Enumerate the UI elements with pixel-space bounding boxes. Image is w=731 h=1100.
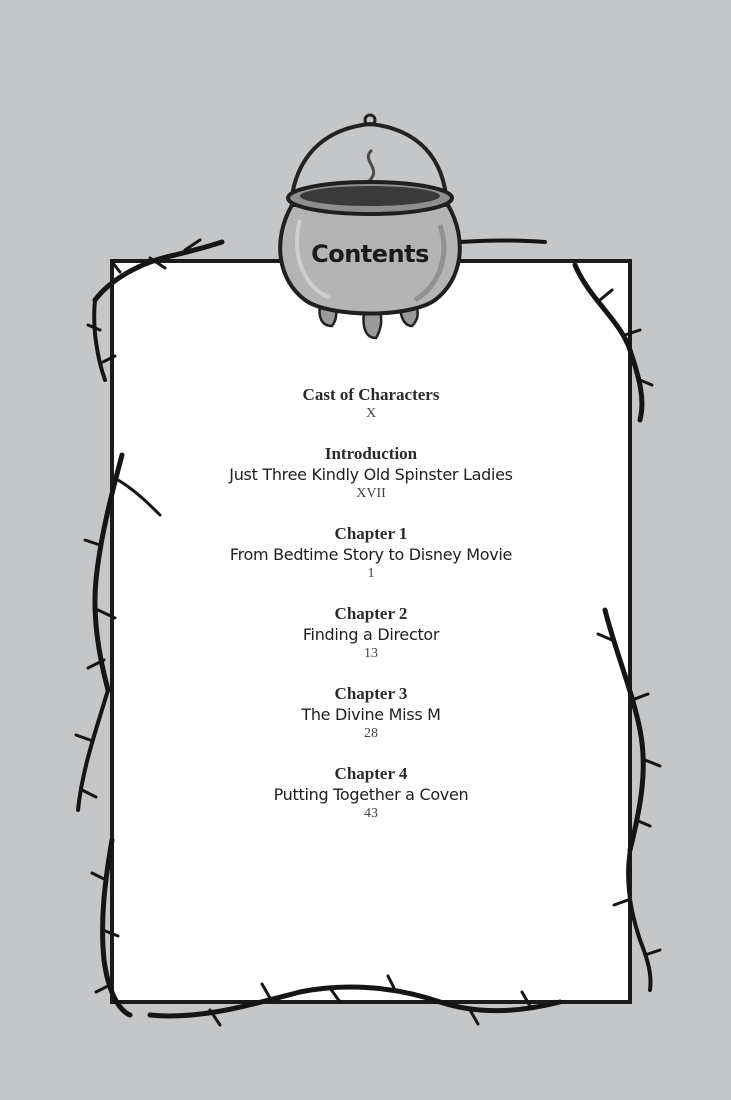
toc-subtitle: Finding a Director — [302, 625, 440, 644]
toc-entry-chapter-3[interactable] — [110, 683, 632, 743]
toc-heading: Introduction — [324, 444, 418, 463]
toc-page-number: 28 — [364, 726, 378, 741]
toc-entry-cast[interactable] — [110, 384, 632, 423]
toc-heading: Chapter 3 — [334, 684, 408, 703]
toc-page-number: 13 — [364, 646, 378, 661]
toc-heading: Chapter 1 — [334, 524, 408, 543]
contents-list — [110, 384, 632, 843]
toc-entry-introduction[interactable] — [110, 443, 632, 503]
toc-page-number: 43 — [364, 806, 378, 821]
contents-title: Contents — [311, 240, 429, 268]
toc-heading: Chapter 4 — [334, 764, 408, 783]
toc-page-number: X — [365, 406, 377, 421]
toc-heading: Chapter 2 — [334, 604, 408, 623]
cauldron-icon — [280, 115, 460, 338]
toc-subtitle: The Divine Miss M — [301, 705, 441, 724]
toc-subtitle: Putting Together a Coven — [273, 785, 469, 804]
toc-page-number: 1 — [367, 566, 375, 581]
toc-entry-chapter-1[interactable] — [110, 523, 632, 583]
toc-page-number: XVII — [356, 486, 386, 501]
toc-heading: Cast of Characters — [302, 385, 440, 404]
toc-entry-chapter-4[interactable] — [110, 763, 632, 823]
toc-subtitle: Just Three Kindly Old Spinster Ladies — [229, 465, 513, 484]
toc-subtitle: From Bedtime Story to Disney Movie — [229, 545, 513, 564]
toc-entry-chapter-2[interactable] — [110, 603, 632, 663]
